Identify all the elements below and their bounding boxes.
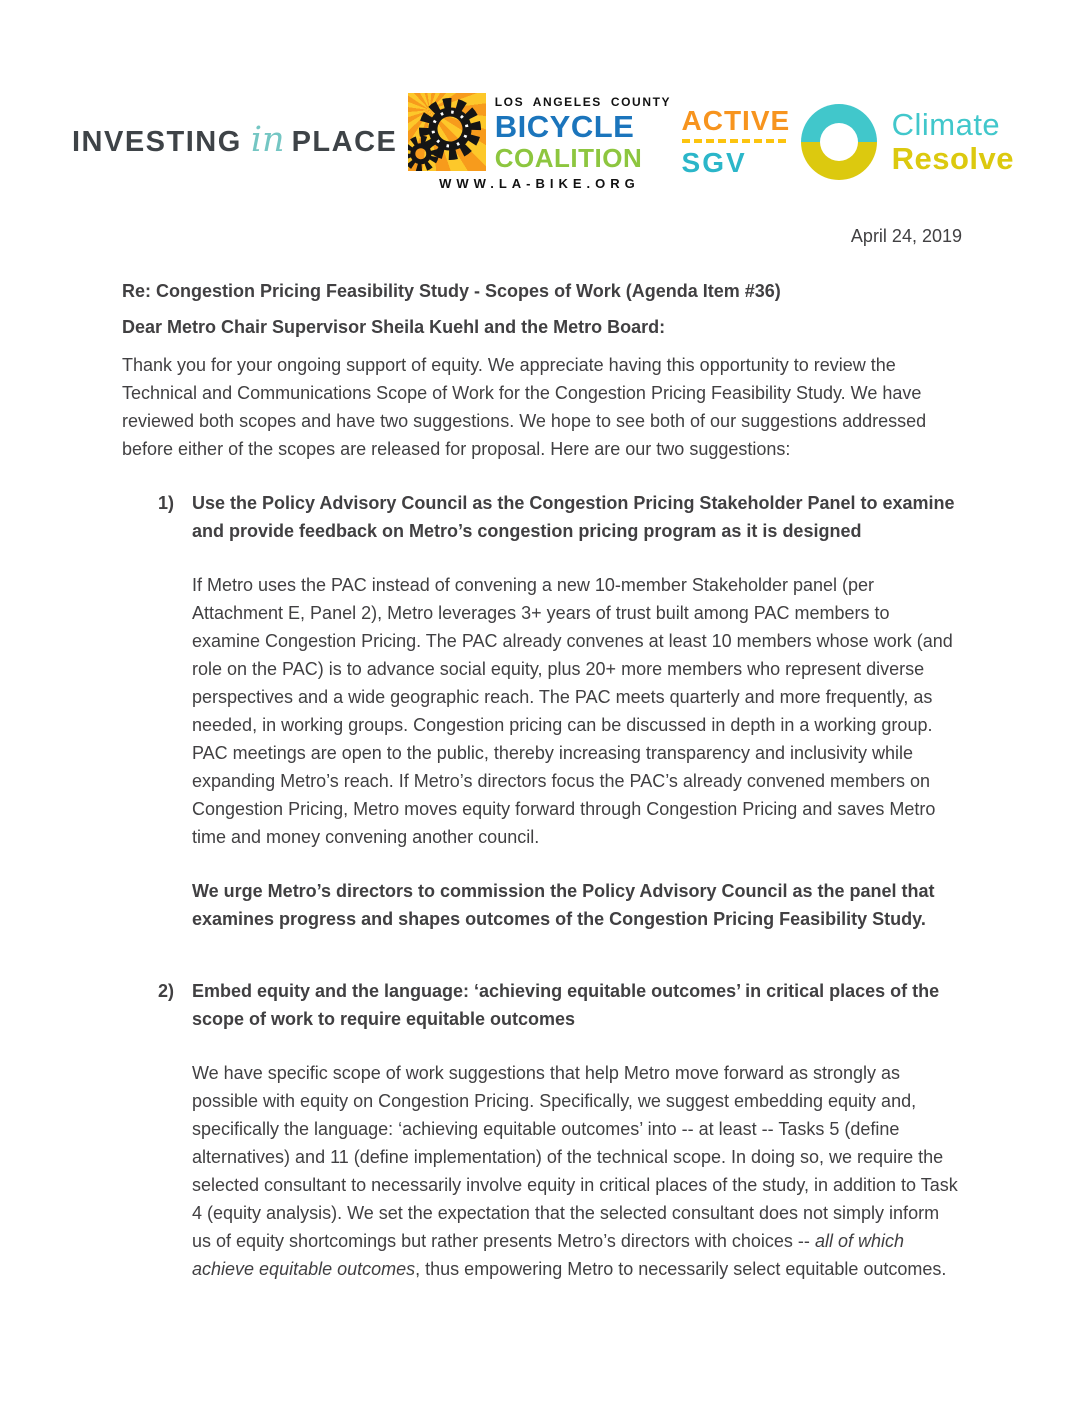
- suggestion-item-1: [158, 489, 962, 959]
- asgv-word-sgv: SGV: [681, 147, 747, 178]
- lacbc-url-line: WWW.LA-BIKE.ORG: [439, 176, 640, 191]
- climate-resolve-logo: [801, 104, 1014, 180]
- subject-line: Re: Congestion Pricing Feasibility Study - Scopes of Work (Agenda Item #36): [122, 281, 781, 301]
- active-sgv-logo: [682, 106, 791, 178]
- chainring-gear-icon: [408, 93, 486, 171]
- lacbc-coalition-line: COALITION: [494, 143, 643, 173]
- letter-date: April 24, 2019: [850, 226, 962, 246]
- asgv-word-active: ACTIVE: [681, 105, 791, 136]
- climate-resolve-text: [892, 108, 1014, 176]
- lacbc-logo-text: [495, 93, 671, 171]
- item-2-number: 2): [158, 981, 175, 1001]
- ring-hole: [820, 123, 858, 161]
- two-tone-ring-icon: [801, 104, 877, 180]
- investing-in-place-logo: [72, 120, 397, 164]
- item-2-body-italic: all of which achieve equitable outcomes: [192, 1231, 904, 1279]
- lacbc-logo-top: [408, 93, 671, 171]
- iip-word-investing: INVESTING: [72, 125, 242, 158]
- item-2-body-before: We have specific scope of work suggestions that help Metro move forward as strongly as possible with equity on Congestion Pricing. Specifically, we suggest embedding equity and, specifically the language: ‘achieving equitable outcomes’ into -- at least -- Tasks 5 (define alternatives) and 11 (define implementation) of the technical scope. In doing so, we require the selected consultant to necessarily involve equity in critical places of the study, in addition to Task 4 (equity analysis). We set the expectation that the selected consultant does not simply inform us of equity shortcomings but rather presents Metro’s directors with choices --: [192, 1063, 958, 1251]
- intro-paragraph: Thank you for your ongoing support of equity. We appreciate having this opportunity to review the Technical and Communications Scope of Work for the Congestion Pricing Feasibility Study. We have reviewed both scopes and have two suggestions. We hope to see both of our suggestions addressed before either of the scopes are released for proposal. Here are our two suggestions:: [122, 355, 927, 459]
- logo-header: [72, 86, 1014, 198]
- item-1-number: 1): [158, 493, 175, 513]
- item-2-body: [192, 1059, 962, 1283]
- asgv-dashed-line: [682, 139, 786, 143]
- item-1-content: [192, 489, 962, 959]
- salutation-line: Dear Metro Chair Supervisor Sheila Kuehl and the Metro Board:: [122, 317, 666, 337]
- cr-word-resolve: Resolve: [891, 141, 1014, 176]
- cr-word-climate: Climate: [891, 107, 1001, 142]
- item-1-body: If Metro uses the PAC instead of convening a new 10-member Stakeholder panel (per Attachment E, Panel 2), Metro leverages 3+ years of trust built among PAC members to examine Congestion Pricing. The PAC already convenes at least 10 members whose work (and role on the PAC) is to advance social equity, plus 20+ more members who represent diverse perspectives and a wide geographic reach. The PAC meets quarterly and more frequently, as needed, in working groups. Congestion pricing can be discussed in depth in a working group. PAC meetings are open to the public, thereby increasing transparency and inclusivity while expanding Metro’s reach. If Metro’s directors focus the PAC’s already convened members on Congestion Pricing, Metro moves equity forward through Congestion Pricing and saves Metro time and money convening another council.: [192, 575, 953, 847]
- item-1-bold-conclusion: We urge Metro’s directors to commission the Policy Advisory Council as the panel that examines progress and shapes outcomes of the Congestion Pricing Feasibility Study.: [192, 881, 935, 929]
- item-2-heading: Embed equity and the language: ‘achieving equitable outcomes’ in critical places of the scope of work to require equitable outcomes: [192, 981, 940, 1029]
- item-2-body-after: , thus empowering Metro to necessarily select equitable outcomes.: [415, 1259, 947, 1279]
- item-2-content: [192, 977, 962, 1309]
- suggestion-item-2: [158, 977, 962, 1309]
- iip-word-place: PLACE: [291, 125, 398, 158]
- lacbc-bicycle-line: BICYCLE: [494, 109, 635, 144]
- item-1-heading: Use the Policy Advisory Council as the Congestion Pricing Stakeholder Panel to examine and provide feedback on Metro’s congestion pricing program as it is designed: [192, 493, 955, 541]
- la-bicycle-coalition-logo: [408, 93, 671, 191]
- iip-word-in: in: [250, 120, 285, 160]
- lacbc-county-line: LOS ANGELES COUNTY: [494, 95, 672, 109]
